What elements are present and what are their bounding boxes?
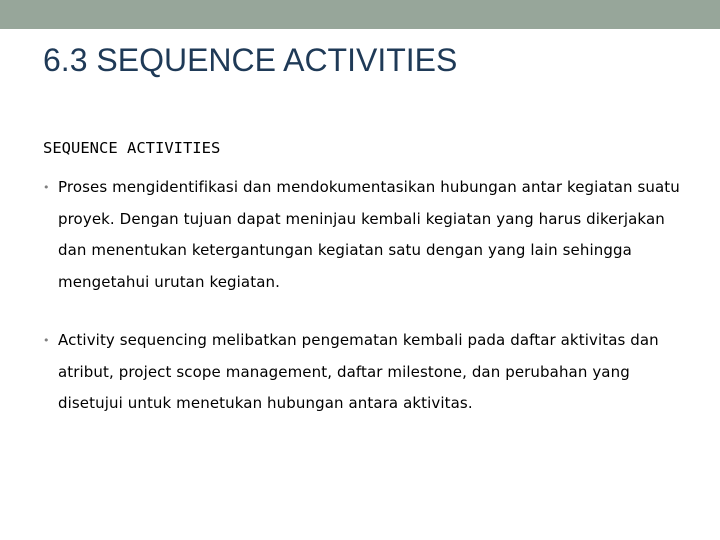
section-heading: SEQUENCE ACTIVITIES [43,139,221,157]
bullet-list [43,172,693,420]
bullet-point-icon: • [43,334,50,347]
bullet-text: Activity sequencing melibatkan pengematan kembali pada daftar aktivitas dan atribut, project scope management, daftar milestone, dan perubahan yang disetujui untuk menetukan hubungan antara aktivitas. [58,331,659,412]
slide-title: 6.3 SEQUENCE ACTIVITIES [43,42,458,78]
bullet-point-icon: • [43,181,50,194]
bullet-text: Proses mengidentifikasi dan mendokumentasikan hubungan antar kegiatan suatu proyek. Dengan tujuan dapat meninjau kembali kegiatan yang harus dikerjakan dan menentukan ketergantungan kegiatan satu dengan yang lain sehingga mengetahui urutan kegiatan. [58,178,680,291]
bullet-item-1 [43,172,693,298]
top-decorative-band [0,0,720,29]
bullet-item-2 [43,325,693,420]
